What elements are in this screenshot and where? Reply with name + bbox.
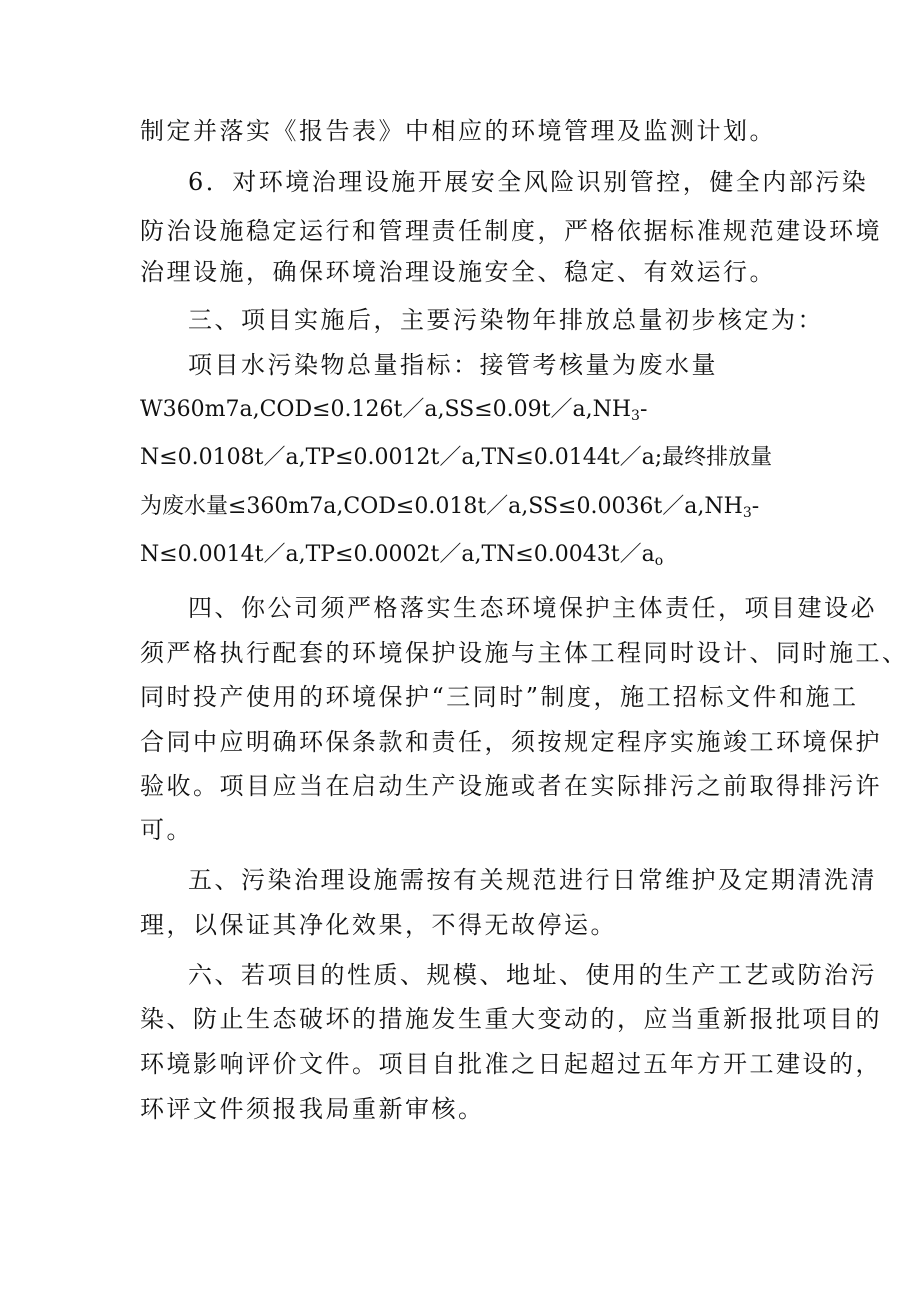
paragraph-line: 染、防止生态破坏的措施发生重大变动的，应当重新报批项目的 (140, 1005, 882, 1033)
paragraph-line: 五、污染治理设施需按有关规范进行日常维护及定期清洗清 (188, 866, 877, 894)
paragraph-line: 环境影响评价文件。项目自批准之日起超过五年方开工建设的， (140, 1050, 882, 1078)
paragraph-line: 项目水污染物总量指标：接管考核量为废水量 (188, 351, 718, 379)
formula-line: N≤0.0108t／a,TP≤0.0012t／a,TN≤0.0144t／a;最终排放量 (140, 445, 773, 470)
paragraph-line: 6．对环境治理设施开展安全风险识别管控，健全内部污染 (188, 168, 869, 196)
formula-line: 为废水量$\le 360m7a,COD\le 0.018t/a,SS\le 0.0036t/a,NH_3-$ (140, 494, 760, 521)
paragraph-line: 四、你公司须严格落实生态环境保护主体责任，项目建设必 (188, 594, 877, 622)
paragraph-line: 可。 (140, 816, 193, 844)
paragraph-line: 六、若项目的性质、规模、地址、使用的生产工艺或防治污 (188, 961, 877, 989)
paragraph-line: 验收。项目应当在启动生产设施或者在实际排污之前取得排污许 (140, 772, 882, 800)
formula-line: $N\le 0.0014t/a,TP\le 0.0002t/a,TN\le 0.0043t/a_o$ (140, 542, 664, 569)
paragraph-line: 防治设施稳定运行和管理责任制度，严格依据标准规范建设环境 (140, 217, 882, 245)
paragraph-line: 三、项目实施后，主要污染物年排放总量初步核定为： (188, 306, 824, 334)
paragraph-line: 环评文件须报我局重新审核。 (140, 1095, 485, 1123)
paragraph-line: 制定并落实《报告表》中相应的环境管理及监测计划。 (140, 117, 776, 145)
paragraph-line: 同时投产使用的环境保护“三同时”制度，施工招标文件和施工 (140, 683, 859, 711)
paragraph-line: 理，以保证其净化效果，不得无故停运。 (140, 911, 617, 939)
paragraph-line: 须严格执行配套的环境保护设施与主体工程同时设计、同时施工、 (140, 639, 909, 667)
formula-line: $W360m7a,COD\le 0.126t/a,SS\le 0.09t/a,NH_3-$ (140, 397, 648, 424)
paragraph-line: 合同中应明确环保条款和责任，须按规定程序实施竣工环境保护 (140, 728, 882, 756)
paragraph-line: 治理设施，确保环境治理设施安全、稳定、有效运行。 (140, 258, 776, 286)
